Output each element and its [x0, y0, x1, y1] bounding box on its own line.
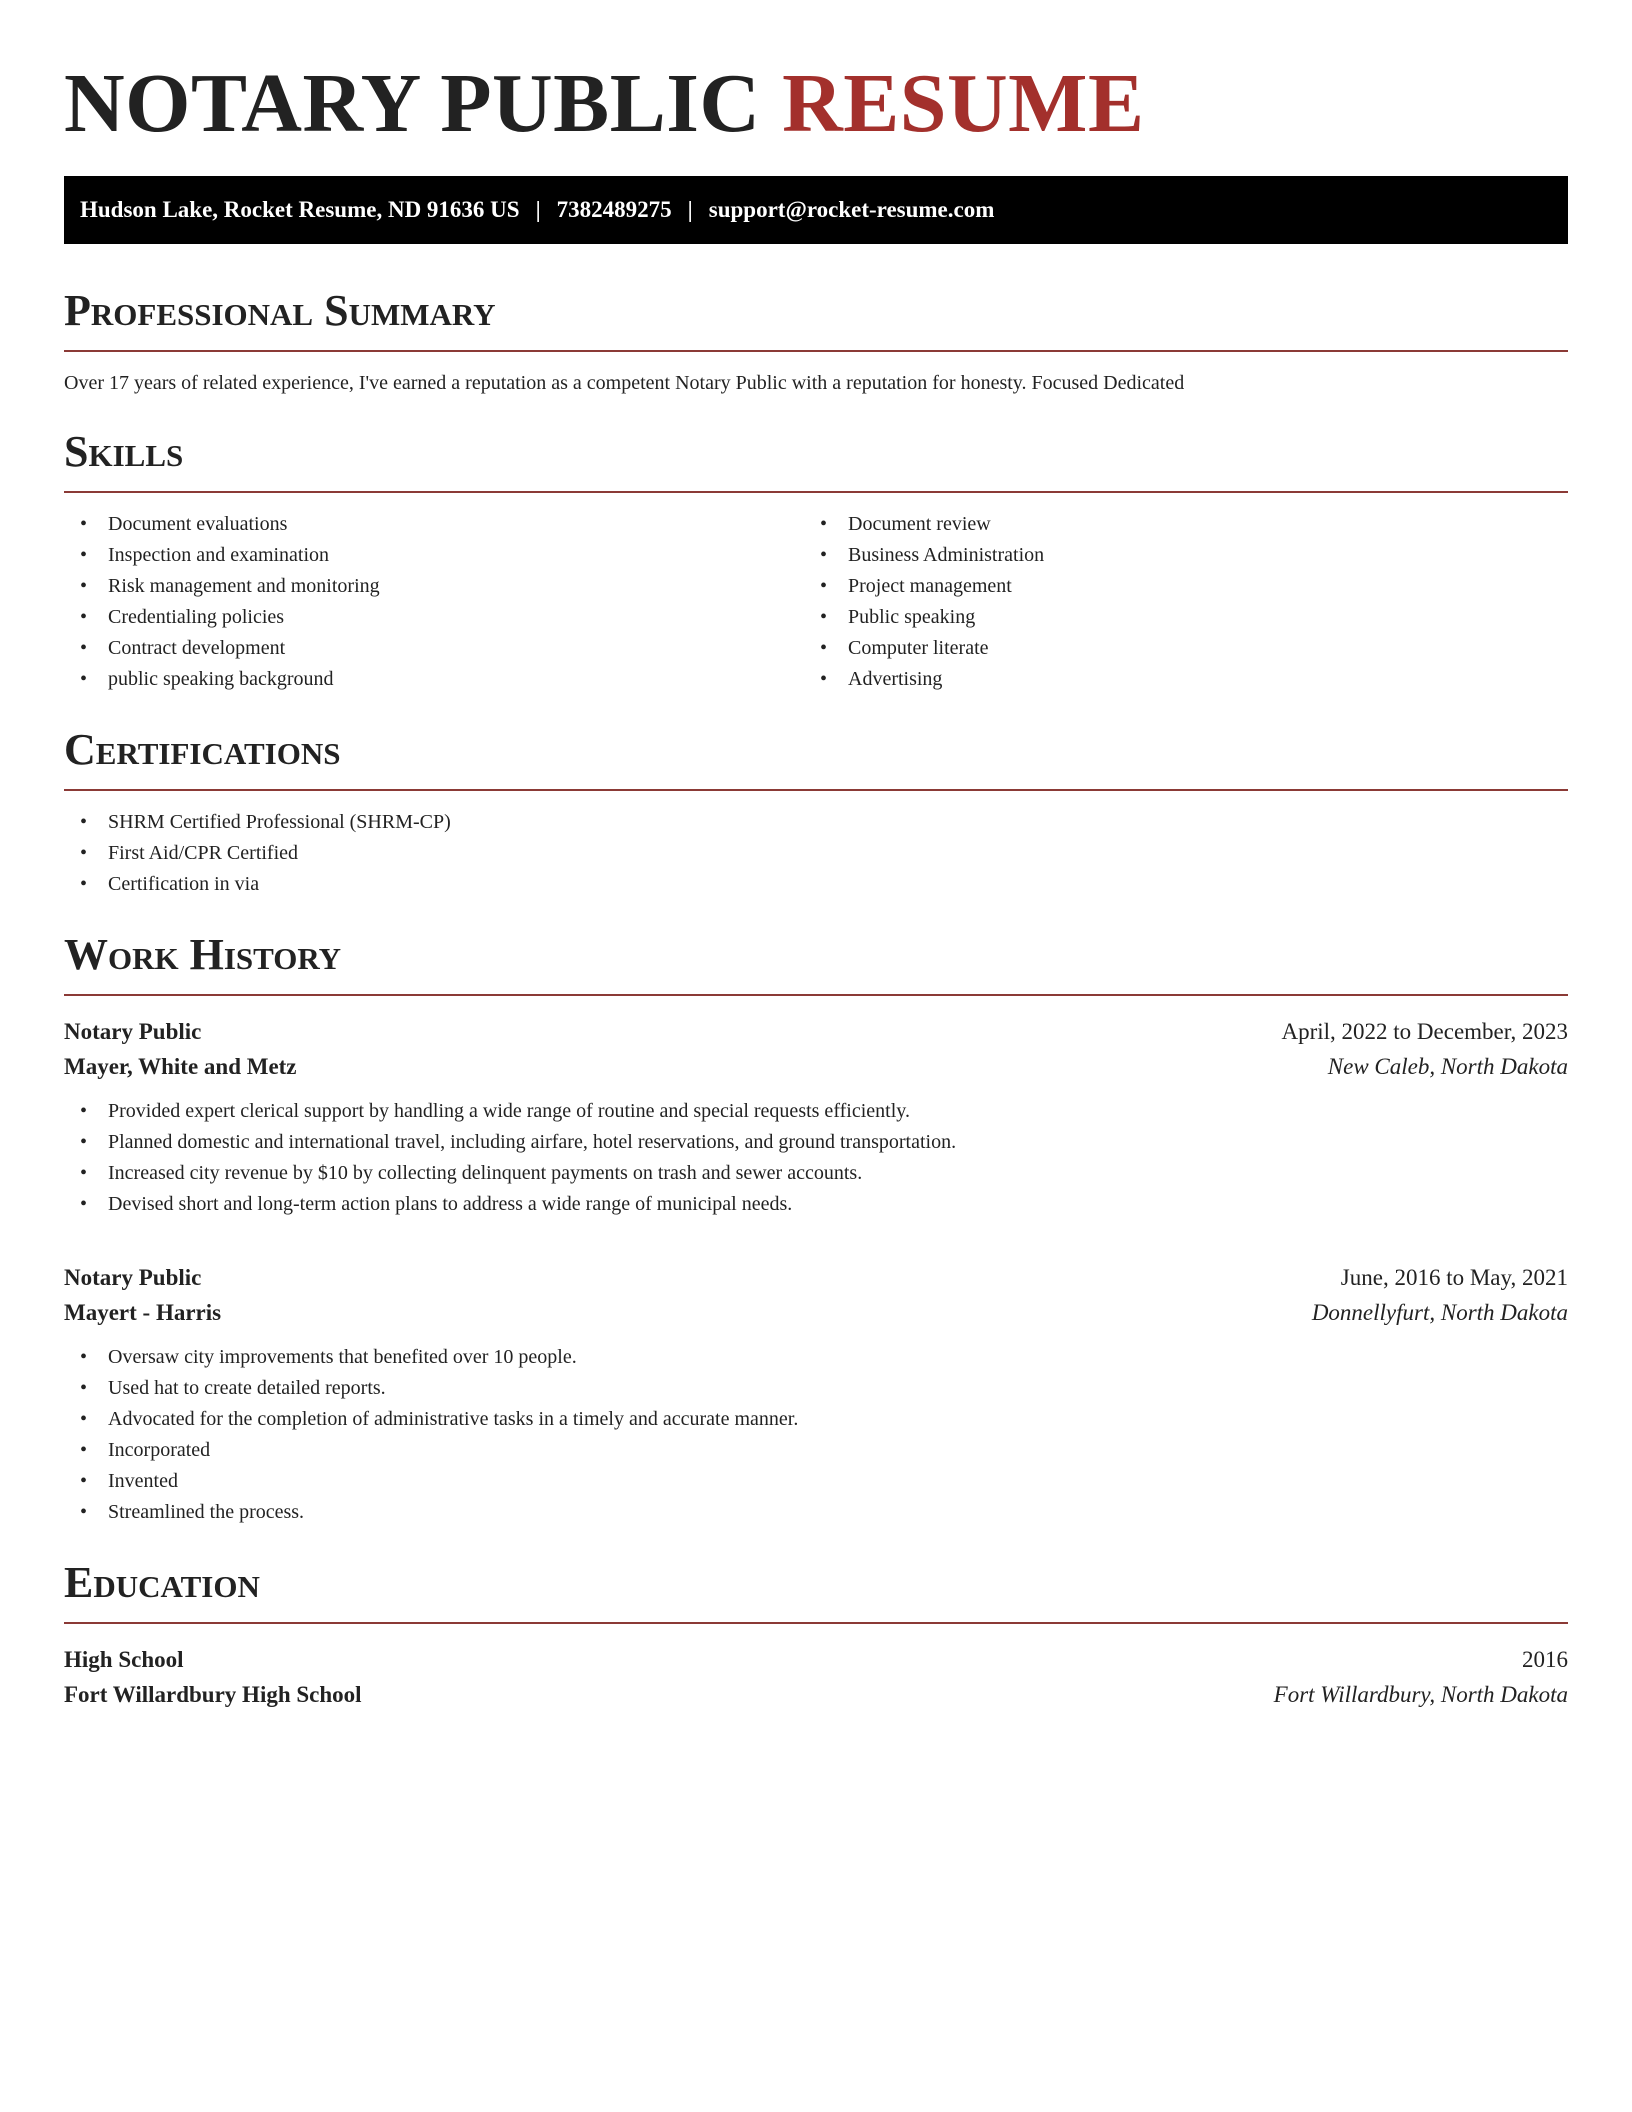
job-entry [64, 1260, 1568, 1528]
skills-columns [64, 509, 1568, 695]
skill-item: • Business Administration [804, 540, 1544, 571]
skill-item: • Contract development [64, 633, 804, 664]
job-location: Donnellyfurt, North Dakota [1311, 1300, 1568, 1325]
contact-address: Hudson Lake, Rocket Resume, ND 91636 US [80, 197, 520, 222]
job-bullet: • Advocated for the completion of administrative tasks in a timely and accurate manner. [64, 1404, 1568, 1435]
skills-list-left [64, 509, 804, 695]
education-degree-row [64, 1642, 1568, 1677]
skill-item: • Credentialing policies [64, 602, 804, 633]
job-bullet: • Invented [64, 1466, 1568, 1497]
skill-item: • Document evaluations [64, 509, 804, 540]
education-section [64, 1558, 1568, 1712]
certifications-section [64, 725, 1568, 900]
summary-text: Over 17 years of related experience, I've earned a reputation as a competent Notary Public with a reputation for honesty. Focused Dedicated [64, 372, 1185, 394]
contact-separator: | [535, 197, 541, 222]
job-dates: June, 2016 to May, 2021 [1340, 1265, 1568, 1290]
education-entry [64, 1642, 1568, 1712]
job-bullet: • Provided expert clerical support by handling a wide range of routine and special requests efficiently. [64, 1096, 1568, 1127]
education-heading: Education [64, 1558, 1568, 1624]
skill-item: • Inspection and examination [64, 540, 804, 571]
job-company: Mayer, White and Metz [64, 1054, 297, 1079]
contact-separator: | [687, 197, 693, 222]
job-bullet: • Planned domestic and international travel, including airfare, hotel reservations, and ground transportation. [64, 1127, 1568, 1158]
education-school-row [64, 1677, 1568, 1712]
title-main: NOTARY PUBLIC [64, 57, 761, 150]
job-entry [64, 1014, 1568, 1220]
skill-item: • Advertising [804, 664, 1544, 695]
work-history-section [64, 930, 1568, 1528]
job-bullet: • Used hat to create detailed reports. [64, 1373, 1568, 1404]
skill-item: • Risk management and monitoring [64, 571, 804, 602]
skill-item: • Computer literate [804, 633, 1544, 664]
skill-item: • Public speaking [804, 602, 1544, 633]
job-bullet: • Increased city revenue by $10 by collecting delinquent payments on trash and sewer accounts. [64, 1158, 1568, 1189]
job-header-row [64, 1260, 1568, 1295]
skills-section [64, 427, 1568, 695]
education-degree: High School [64, 1647, 184, 1672]
contact-bar [64, 176, 1568, 244]
job-bullet: • Devised short and long-term action plans to address a wide range of municipal needs. [64, 1189, 1568, 1220]
skill-item: • Document review [804, 509, 1544, 540]
skills-heading: Skills [64, 427, 1568, 493]
skill-item: • public speaking background [64, 664, 804, 695]
job-header-row [64, 1014, 1568, 1049]
skill-item: • Project management [804, 571, 1544, 602]
certification-item: • Certification in via [64, 869, 1568, 900]
job-title: Notary Public [64, 1019, 202, 1044]
certifications-heading: Certifications [64, 725, 1568, 791]
education-year: 2016 [1522, 1647, 1568, 1672]
certifications-list [64, 807, 1568, 900]
education-school: Fort Willardbury High School [64, 1682, 362, 1707]
job-title: Notary Public [64, 1265, 202, 1290]
certification-item: • SHRM Certified Professional (SHRM-CP) [64, 807, 1568, 838]
title-accent: RESUME [782, 57, 1145, 150]
job-location: New Caleb, North Dakota [1327, 1054, 1568, 1079]
job-bullet-list [64, 1096, 1568, 1220]
contact-phone: 7382489275 [556, 197, 672, 222]
education-location: Fort Willardbury, North Dakota [1273, 1682, 1568, 1707]
job-company-row [64, 1049, 1568, 1084]
job-dates: April, 2022 to December, 2023 [1281, 1019, 1568, 1044]
resume-title [64, 56, 1568, 156]
job-bullet: • Streamlined the process. [64, 1497, 1568, 1528]
job-company-row [64, 1295, 1568, 1330]
job-company: Mayert - Harris [64, 1300, 222, 1325]
certification-item: • First Aid/CPR Certified [64, 838, 1568, 869]
contact-email: support@rocket-resume.com [708, 197, 995, 222]
job-bullet: • Incorporated [64, 1435, 1568, 1466]
job-bullet: • Oversaw city improvements that benefited over 10 people. [64, 1342, 1568, 1373]
work-history-heading: Work History [64, 930, 1568, 996]
summary-section [64, 286, 1568, 397]
skills-list-right [804, 509, 1544, 695]
summary-heading: Professional Summary [64, 286, 1568, 352]
job-bullet-list [64, 1342, 1568, 1528]
